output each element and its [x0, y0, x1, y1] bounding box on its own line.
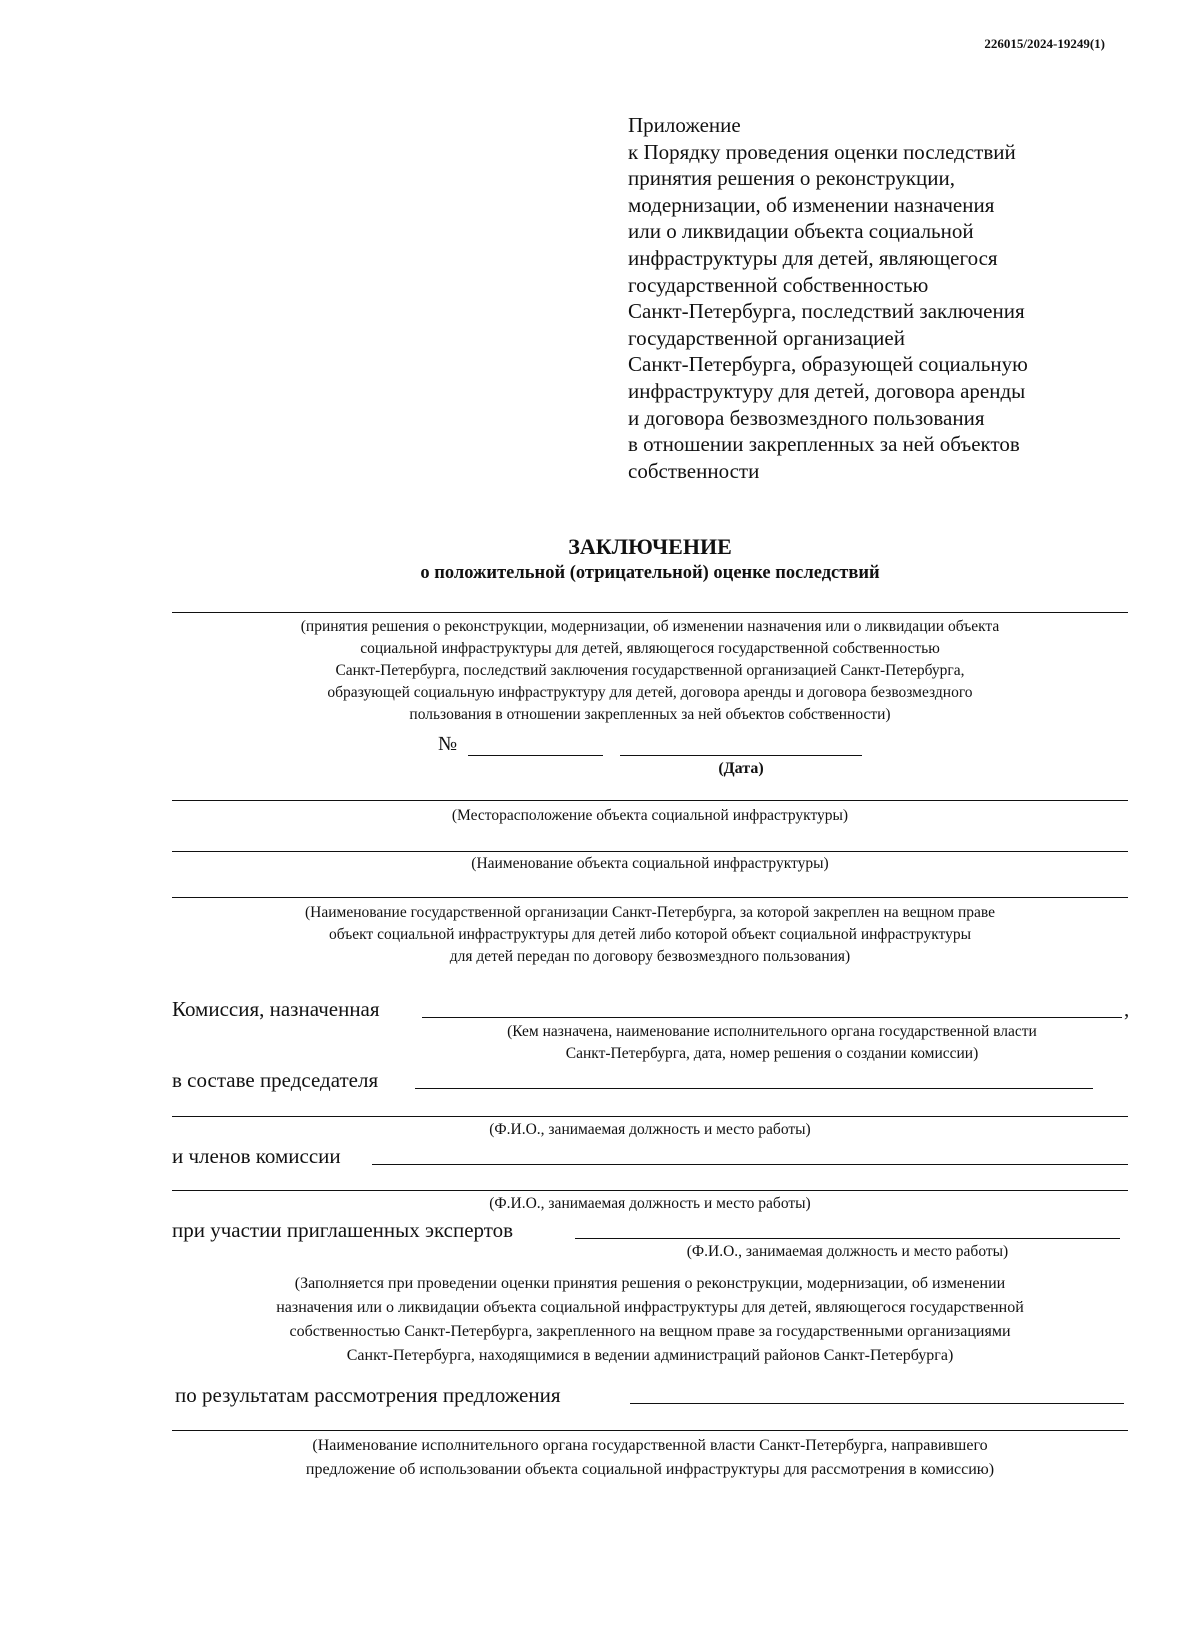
proposal-fill-line-2[interactable]: [172, 1430, 1128, 1431]
appendix-line: и договора безвозмездного пользования: [628, 405, 985, 430]
members-label: и членов комиссии: [172, 1144, 341, 1168]
chairman-fill-line-2[interactable]: [172, 1116, 1128, 1117]
caption-line: образующей социальную инфраструктуру для детей, договора аренды и договора безвозмездного: [327, 684, 973, 701]
document-title: ЗАКЛЮЧЕНИЕ: [568, 534, 732, 559]
appendix-line: в отношении закрепленных за ней объектов: [628, 432, 1020, 457]
chairman-caption: (Ф.И.О., занимаемая должность и место работы): [489, 1121, 811, 1138]
organization-fill-line[interactable]: [172, 897, 1128, 898]
caption-line: объект социальной инфраструктуры для детей либо которой объект социальной инфраструктуры: [328, 926, 972, 943]
caption-line: назначения или о ликвидации объекта социальной инфраструктуры для детей, являющегося государственной: [276, 1299, 1024, 1316]
proposal-caption: [172, 1434, 1128, 1482]
chairman-fill-line[interactable]: [415, 1088, 1093, 1089]
location-fill-line[interactable]: [172, 800, 1128, 801]
proposal-fill-line[interactable]: [630, 1403, 1124, 1404]
document-number: 226015/2024-19249(1): [984, 36, 1105, 51]
appendix-line: модернизации, об изменении назначения: [628, 192, 995, 217]
members-fill-line[interactable]: [372, 1164, 1128, 1165]
location-caption: (Месторасположение объекта социальной инфраструктуры): [451, 807, 849, 824]
caption-line: пользования в отношении закрепленных за ней объектов собственности): [409, 706, 891, 723]
subject-caption: [172, 616, 1128, 726]
appendix-line: Санкт-Петербурга, образующей социальную: [628, 352, 1028, 377]
appendix-line: инфраструктуры для детей, являющегося: [628, 245, 998, 270]
appendix-line: Санкт-Петербурга, последствий заключения: [628, 299, 1025, 324]
date-fill-line[interactable]: [620, 755, 862, 756]
number-fill-line[interactable]: [468, 755, 603, 756]
caption-line: Санкт-Петербурга, последствий заключения государственной организацией Санкт-Петербурга,: [335, 662, 965, 679]
object-name-fill-line[interactable]: [172, 851, 1128, 852]
caption-line: Санкт-Петербурга, находящимися в ведении администраций районов Санкт-Петербурга): [346, 1347, 954, 1364]
experts-fill-line[interactable]: [575, 1238, 1120, 1239]
caption-line: Санкт-Петербурга, дата, номер решения о создании комиссии): [565, 1045, 979, 1062]
caption-line: для детей передан по договору безвозмездного пользования): [449, 948, 851, 965]
caption-line: (Заполняется при проведении оценки принятия решения о реконструкции, модернизации, об изменении: [294, 1275, 1006, 1292]
experts-note: [172, 1272, 1128, 1368]
appendix-line: к Порядку проведения оценки последствий: [628, 139, 1016, 164]
experts-label: при участии приглашенных экспертов: [172, 1218, 514, 1242]
proposal-label: по результатам рассмотрения предложения: [175, 1383, 561, 1407]
number-label: №: [438, 733, 458, 755]
appendix-line: Приложение: [628, 113, 741, 137]
members-caption: (Ф.И.О., занимаемая должность и место работы): [489, 1195, 811, 1212]
experts-caption: (Ф.И.О., занимаемая должность и место работы): [686, 1243, 1009, 1260]
caption-line: (Наименование исполнительного органа государственной власти Санкт-Петербурга, направившего: [312, 1437, 988, 1454]
object-name-caption: (Наименование объекта социальной инфраструктуры): [471, 855, 829, 872]
subject-fill-line[interactable]: [172, 612, 1128, 613]
caption-line: предложение об использовании объекта социальной инфраструктуры для рассмотрения в комиссию): [305, 1461, 995, 1478]
appendix-line: инфраструктуру для детей, договора аренды: [628, 378, 1026, 403]
caption-line: (принятия решения о реконструкции, модернизации, об изменении назначения или о ликвидации объекта: [300, 618, 1000, 635]
caption-line: собственностью Санкт-Петербурга, закрепленного на вещном праве за государственными организациями: [289, 1323, 1011, 1340]
caption-line: социальной инфраструктуры для детей, являющегося государственной собственностью: [360, 640, 940, 657]
date-caption: (Дата): [718, 760, 764, 777]
appendix-line: государственной организацией: [628, 325, 905, 350]
members-fill-line-2[interactable]: [172, 1190, 1128, 1191]
appendix-line: государственной собственностью: [628, 272, 929, 297]
commission-caption: [422, 1021, 1122, 1065]
caption-line: (Наименование государственной организации Санкт-Петербурга, за которой закреплен на вещном праве: [304, 904, 996, 921]
organization-caption: [172, 902, 1128, 968]
commission-comma: ,: [1124, 997, 1130, 1021]
appendix-line: или о ликвидации объекта социальной: [628, 219, 974, 244]
appendix-line: собственности: [628, 458, 760, 483]
commission-fill-line[interactable]: [422, 1017, 1122, 1018]
appendix-block: [628, 112, 1098, 484]
document-subtitle: о положительной (отрицательной) оценке последствий: [420, 563, 880, 583]
chairman-label: в составе председателя: [172, 1068, 379, 1092]
commission-label: Комиссия, назначенная: [172, 997, 380, 1021]
appendix-line: принятия решения о реконструкции,: [628, 166, 955, 191]
caption-line: (Кем назначена, наименование исполнительного органа государственной власти: [507, 1023, 1037, 1040]
